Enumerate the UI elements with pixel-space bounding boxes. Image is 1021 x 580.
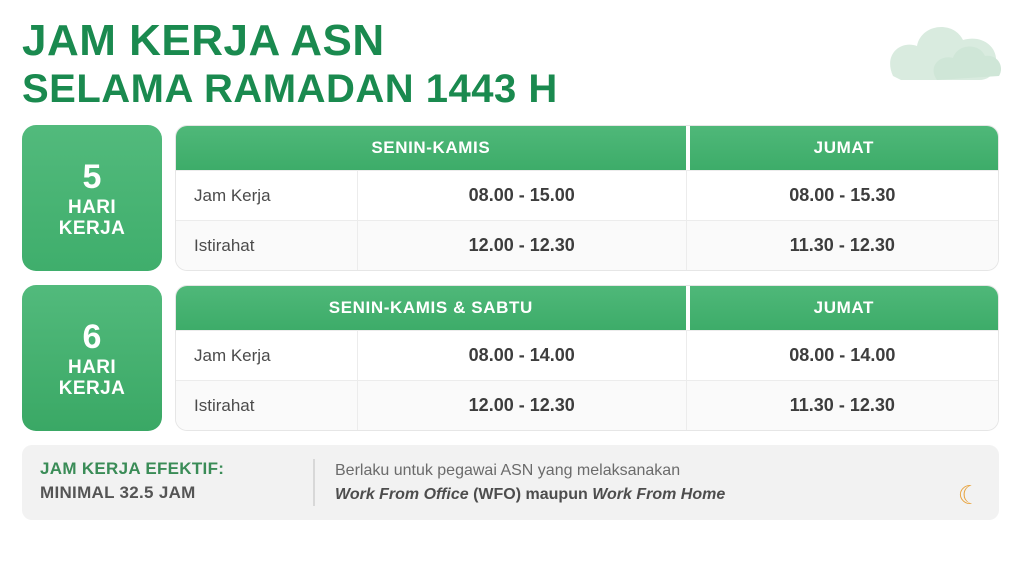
table-header-senin-kamis-sabtu: SENIN-KAMIS & SABTU [176, 286, 686, 330]
days-badge-6 [22, 285, 162, 431]
table-header-senin-kamis: SENIN-KAMIS [176, 126, 686, 170]
cell-istirahat-senin-kamis: 12.00 - 12.30 [357, 221, 686, 270]
table-row [176, 170, 998, 220]
footer-text-wfo: Work From Office [335, 485, 469, 503]
table-header-row [176, 126, 998, 170]
schedule-table-5-days [175, 125, 999, 271]
cell-jam-kerja-jumat: 08.00 - 14.00 [686, 331, 998, 380]
footer-text-wfh: Work From Home [592, 485, 726, 503]
footer-left [40, 459, 315, 505]
footer-effective-hours-label: JAM KERJA EFEKTIF: [40, 459, 225, 479]
page-title [22, 0, 999, 111]
table-row [176, 380, 998, 430]
row-label-istirahat: Istirahat [194, 395, 255, 415]
cell-istirahat-senin-kamis-sabtu: 12.00 - 12.30 [357, 381, 686, 430]
footer-effective-hours-value: MINIMAL 32.5 JAM [40, 483, 196, 503]
crescent-moon-icon: ☾ [957, 479, 981, 510]
days-badge-number: 6 [82, 317, 102, 356]
table-header-row [176, 286, 998, 330]
days-badge-word-2: KERJA [58, 377, 126, 399]
cell-jam-kerja-jumat: 08.00 - 15.30 [686, 171, 998, 220]
table-row [176, 330, 998, 380]
schedule-block-5-days [22, 125, 999, 271]
table-row [176, 220, 998, 270]
days-badge-5 [22, 125, 162, 271]
schedule-table-6-days [175, 285, 999, 431]
footer-text-mid: (WFO) maupun [468, 485, 593, 503]
cell-istirahat-jumat: 11.30 - 12.30 [686, 381, 998, 430]
table-header-jumat: JUMAT [690, 286, 998, 330]
schedule-block-6-days [22, 285, 999, 431]
cell-istirahat-jumat: 11.30 - 12.30 [686, 221, 998, 270]
days-badge-word-1: HARI [67, 196, 117, 218]
table-header-jumat: JUMAT [690, 126, 998, 170]
days-badge-word-1: HARI [67, 356, 117, 378]
row-label-istirahat: Istirahat [194, 235, 255, 255]
footer-note [22, 445, 999, 519]
days-badge-word-2: KERJA [58, 217, 126, 239]
cell-jam-kerja-senin-kamis: 08.00 - 15.00 [357, 171, 686, 220]
title-primary: JAM KERJA ASN [22, 16, 385, 65]
days-badge-number: 5 [82, 157, 102, 196]
footer-text-part1: Berlaku untuk pegawai ASN yang melaksanakan [335, 462, 681, 480]
cell-jam-kerja-senin-kamis-sabtu: 08.00 - 14.00 [357, 331, 686, 380]
title-secondary: SELAMA RAMADAN 1443 H [22, 66, 558, 111]
row-label-jam-kerja: Jam Kerja [194, 185, 271, 205]
footer-right [315, 459, 981, 505]
row-label-jam-kerja: Jam Kerja [194, 345, 271, 365]
